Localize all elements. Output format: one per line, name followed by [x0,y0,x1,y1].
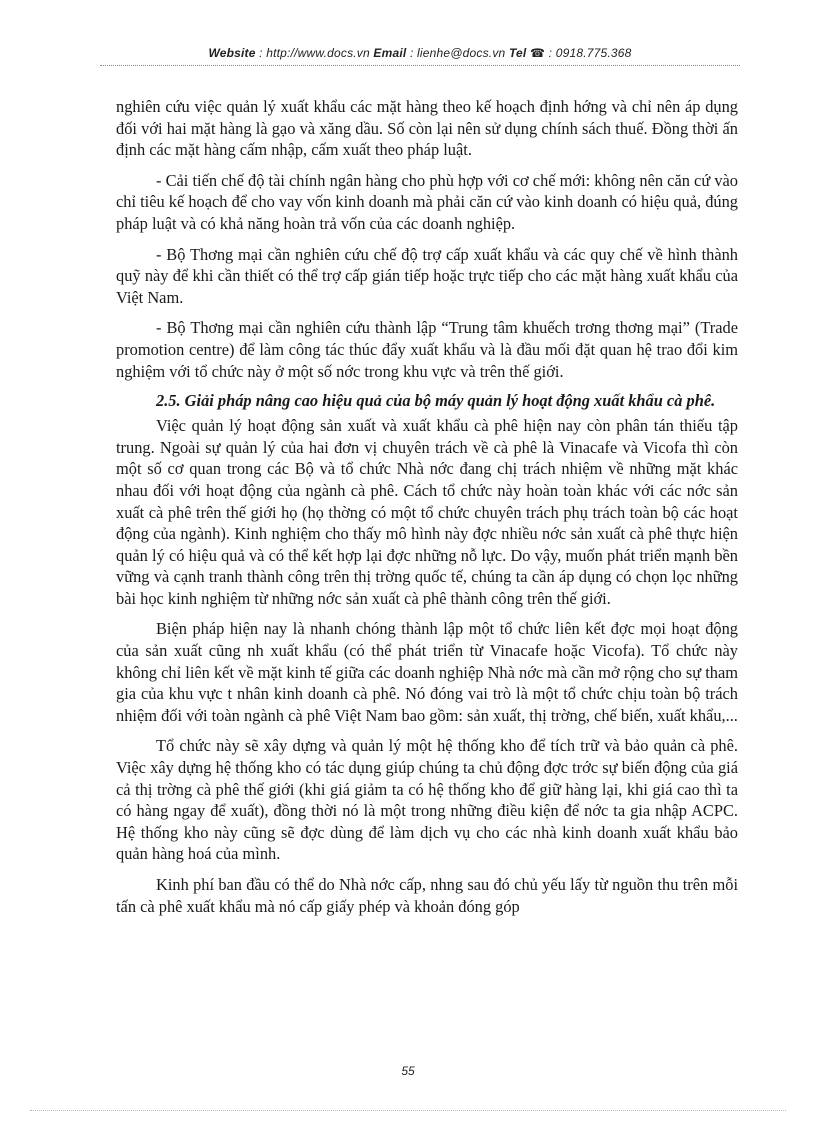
paragraph-management: Việc quản lý hoạt động sản xuất và xuất khẩu cà phê hiện nay còn phân tán thiếu tập trung. Ngoài sự quản lý của hai đơn vị chuyên trách về cà phê là Vinacafe và Vicofa thì còn một số cơ quan trong các Bộ và tổ chức Nhà nớc đang chị trách nhiệm về những mặt khác nhau đối với hoạt động của ngành cà phê. Cách tổ chức này hoàn toàn khác với các nớc sản xuất cà phê trên thế giới họ (họ thờng có một tổ chức chuyên trách phụ trách toàn bộ các hoạt động của ngành). Kinh nghiệm cho thấy mô hình này đợc nhiều nớc sản xuất cà phê thực hiện quản lý có hiệu quả và có thể kết hợp lại đợc những nỗ lực. Do vậy, muốn phát triển mạnh bền vững và cạnh tranh thành công trên thị trờng quốc tế, chúng ta cần áp dụng có chọn lọc những bài học kinh nghiệm từ những nớc sản xuất cà phê thành công trên thế giới. [116,416,738,608]
paragraph-warehouse: Tổ chức này sẽ xây dựng và quản lý một hệ thống kho để tích trữ và bảo quản cà phê. Việc xây dựng hệ thống kho có tác dụng giúp chúng ta chủ động đợc trớc sự biến động của giá cả thị trờng cà phê thế giới (khi giá giảm ta có hệ thống kho để giữ hàng lại, khi giá cao thì ta có hàng ngay để xuất), đồng thời nó là một trong những điều kiện để nớc ta gia nhập ACPC. Hệ thống kho này cũng sẽ đợc dùng để làm dịch vụ cho các nhà kinh doanh xuất khẩu bảo quản hàng hoá của mình. [116,736,738,864]
page-header [100,46,740,60]
paragraph-export-subsidy: - Bộ Thơng mại cần nghiên cứu chế độ trợ cấp xuất khẩu và các quy chế về hình thành quỹ này để khi cần thiết có thể trợ cấp gián tiếp hoặc trực tiếp cho các mặt hàng xuất khẩu của Việt Nam. [116,244,738,307]
website-label: Website [208,46,256,60]
section-heading: 2.5. Giải pháp nâng cao hiệu quả của bộ máy quản lý hoạt động xuất khẩu cà phê. [156,391,716,411]
document-body [116,96,738,926]
tel-label: Tel ☎ [508,46,546,60]
email-value: : lienhe@docs.vn [406,46,509,60]
tel-value: : 0918.775.368 [545,46,632,60]
email-label: Email [373,46,407,60]
paragraph-organization: Biện pháp hiện nay là nhanh chóng thành lập một tổ chức liên kết đợc mọi hoạt động của sản xuất cũng nh xuất khẩu (có thể phát triển từ Vinacafe hoặc Vicofa). Tổ chức này không chỉ liên kết về mặt kinh tế giữa các doanh nghiệp Nhà nớc mà cần mở rộng cho sự tham gia của khu vực t nhân kinh doanh cà phê. Nó đóng vai trò là một tổ chức chịu toàn bộ trách nhiệm đối với toàn ngành cà phê Việt Nam bao gồm: sản xuất, thị trờng, chế biến, xuất khẩu,... [116,619,738,725]
paragraph-finance-reform: - Cải tiến chế độ tài chính ngân hàng cho phù hợp với cơ chế mới: không nên căn cứ vào chỉ tiêu kế hoạch để cho vay vốn kinh doanh mà phải căn cứ vào kinh doanh có hiệu quả, đúng pháp luật và có khả năng hoàn trả vốn của các doanh nghiệp. [116,170,738,233]
website-value: : http://www.docs.vn [255,46,374,60]
paragraph-funding: Kinh phí ban đầu có thể do Nhà nớc cấp, nhng sau đó chủ yếu lấy từ nguồn thu trên mỗi tấn cà phê xuất khẩu mà nó cấp giấy phép và khoản đóng góp [116,875,738,916]
page-number: 55 [401,1064,415,1078]
footer-divider [30,1110,786,1111]
paragraph-continued: nghiên cứu việc quản lý xuất khẩu các mặt hàng theo kế hoạch định hớng và chỉ nên áp dụng đối với hai mặt hàng là gạo và xăng dầu. Số còn lại nên sử dụng chính sách thuế. Đồng thời ấn định các mặt hàng cấm nhập, cấm xuất theo pháp luật. [116,97,738,160]
header-divider [100,65,740,66]
paragraph-trade-promotion: - Bộ Thơng mại cần nghiên cứu thành lập “Trung tâm khuếch trơng thơng mại” (Trade promotion centre) để làm công tác thúc đẩy xuất khẩu và là đầu mối đặt quan hệ trao đổi kim nghiệm với tổ chức này ở một số nớc trong khu vực và trên thế giới. [116,318,738,381]
